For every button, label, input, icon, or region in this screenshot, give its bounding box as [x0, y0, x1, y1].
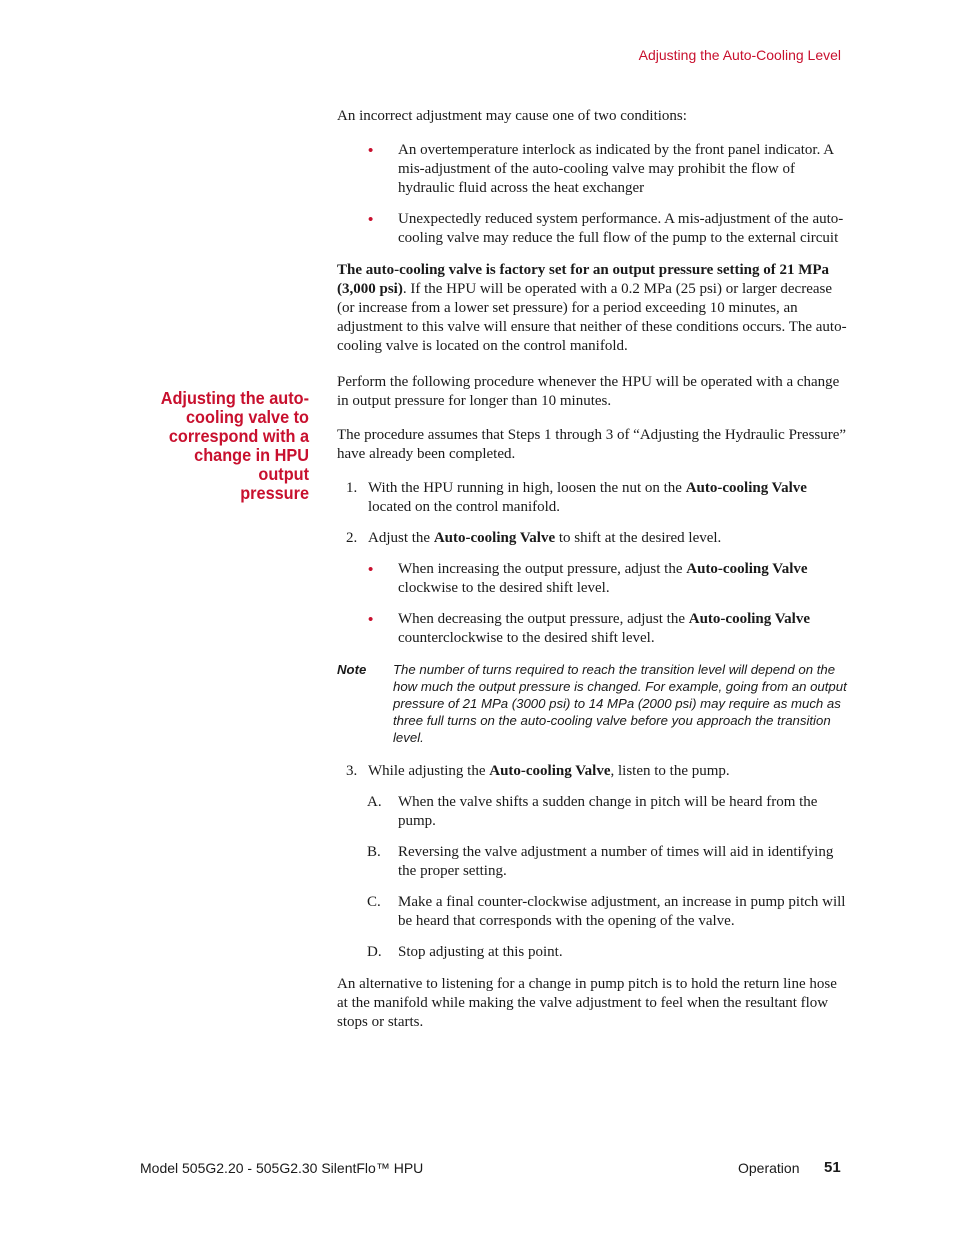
valve-term: Auto-cooling Valve [686, 561, 808, 577]
valve-term: Auto-cooling Valve [433, 530, 556, 546]
step-item [337, 529, 847, 548]
substep-text: Stop adjusting at this point. [398, 944, 563, 960]
step-text: Adjust the [368, 530, 434, 546]
note-text: The number of turns required to reach the transition level will depend on the how much the output pressure is changed. For example, going from an output pressure of 21 MPa (3000 psi) to 14 MPa (2000 psi) may require as much as three full turns on the auto-cooling valve before you approach the transition level. [393, 662, 847, 745]
step-item [337, 479, 847, 517]
substep-text: When the valve shifts a sudden change in pitch will be heard from the pump. [398, 794, 818, 829]
step-bullet-text: clockwise to the desired shift level. [398, 580, 610, 596]
condition-text: Unexpectedly reduced system performance. A mis-adjustment of the auto-cooling valve may reduce the full flow of the pump to the external circuit [398, 211, 844, 246]
section-heading-line: Adjusting the auto- [160, 388, 309, 408]
section-heading [152, 389, 309, 503]
alternative-paragraph: An alternative to listening for a change in pump pitch is to hold the return line hose at the manifold while making the valve adjustment to feel when the resultant flow stops or starts. [337, 976, 837, 1030]
bullet-icon: • [368, 611, 374, 628]
step-bullet-text: When decreasing the output pressure, adjust the [398, 611, 689, 627]
valve-term: Auto-cooling Valve [489, 763, 611, 779]
page-number: 51 [824, 1159, 841, 1176]
substep-letter: B. [367, 844, 381, 860]
step-text: While adjusting the [368, 763, 490, 779]
substep-item [337, 943, 847, 962]
valve-term: Auto-cooling Valve [688, 611, 811, 627]
condition-item [337, 141, 847, 198]
step-text: With the HPU running in high, loosen the nut on the [368, 480, 686, 496]
step-text: , listen to the pump. [610, 763, 730, 779]
substep-item [337, 843, 847, 881]
running-header-title: Adjusting the Auto-Cooling Level [638, 47, 841, 63]
section-heading-line: change in HPU output [194, 445, 309, 484]
step-item [337, 762, 847, 781]
substep-item [337, 893, 847, 931]
bullet-icon: • [368, 142, 374, 159]
main-content [337, 107, 847, 1032]
procedure-intro: Perform the following procedure whenever the HPU will be operated with a change in output pressure for longer than 10 minutes. [337, 374, 840, 409]
valve-term: Auto-cooling Valve [685, 480, 807, 496]
note-block [337, 661, 847, 746]
condition-text: An overtemperature interlock as indicated by the front panel indicator. A mis-adjustment of the auto-cooling valve may prohibit the flow of hydraulic fluid across the heat exchanger [398, 142, 834, 196]
bullet-icon: • [368, 211, 374, 228]
step-bullet-item [337, 560, 847, 598]
factory-setting-paragraph [337, 261, 847, 356]
step-number: 3. [346, 763, 358, 779]
step-text: located on the control manifold. [368, 499, 561, 515]
condition-item [337, 210, 847, 248]
footer-model: Model 505G2.20 - 505G2.30 SilentFlo™ HPU [140, 1160, 424, 1176]
footer-section: Operation [738, 1160, 800, 1176]
section-heading-line: correspond with a [168, 426, 309, 446]
bullet-icon: • [368, 561, 374, 578]
procedure-assumption: The procedure assumes that Steps 1 through 3 of “Adjusting the Hydraulic Pressure” have already been completed. [337, 427, 847, 462]
substep-letter: D. [367, 944, 382, 960]
note-label: Note [337, 662, 367, 677]
factory-setting-bold: The auto-cooling valve is factory set for an output pressure setting of 21 MPa (3,000 psi) [337, 262, 830, 297]
step-number: 2. [346, 530, 358, 546]
substep-letter: A. [367, 794, 382, 810]
substep-text: Make a final counter-clockwise adjustment, an increase in pump pitch will be heard that corresponds with the opening of the valve. [398, 894, 846, 929]
section-heading-line: cooling valve to [186, 407, 309, 427]
substep-item [337, 793, 847, 831]
factory-setting-text: . If the HPU will be operated with a 0.2 MPa (25 psi) or larger decrease (or increase from a lower set pressure) for a period exceeding 10 minutes, an adjustment to this valve will ensure that neither of these conditions occurs. The auto-cooling valve is located on the control manifold. [337, 281, 847, 354]
section-heading-line: pressure [240, 483, 309, 503]
step-bullet-text: When increasing the output pressure, adjust the [398, 561, 687, 577]
step-number: 1. [346, 480, 358, 496]
step-bullet-text: counterclockwise to the desired shift level. [398, 630, 655, 646]
step-bullet-item [337, 610, 847, 648]
substep-letter: C. [367, 894, 381, 910]
substep-text: Reversing the valve adjustment a number of times will aid in identifying the proper setting. [398, 844, 834, 879]
intro-paragraph: An incorrect adjustment may cause one of two conditions: [337, 108, 687, 124]
step-text: to shift at the desired level. [555, 530, 722, 546]
